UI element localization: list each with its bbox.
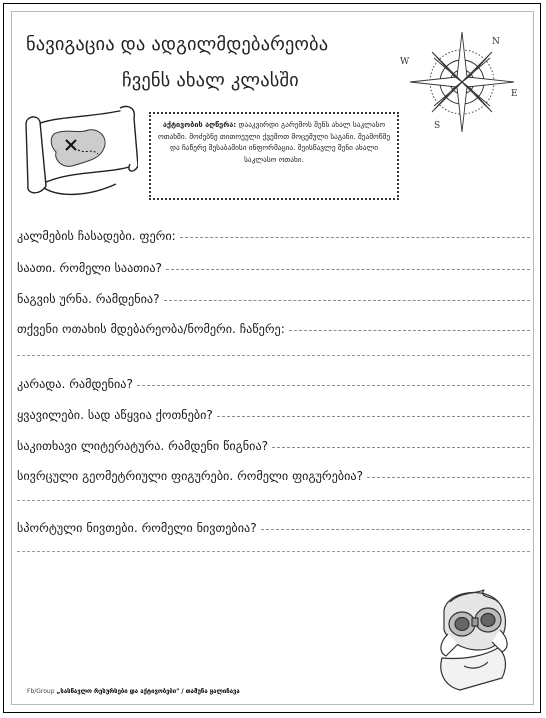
- compass-west-label: W: [400, 57, 410, 67]
- question-trash-bin: [17, 292, 530, 306]
- answer-line[interactable]: [166, 269, 530, 270]
- answer-line[interactable]: [217, 416, 530, 417]
- title-line-1: ნავიგაცია და ადგილმდებარეობა: [26, 34, 329, 55]
- question-sports-items: [17, 521, 530, 535]
- extra-answer-line[interactable]: [17, 355, 530, 356]
- question-geometric-shapes: [17, 469, 530, 483]
- activity-text: დააკვირდი გარემოს შენს ახალ საკლასო ოთახში. მოძებნე თითოეული ქვემოთ მოცემული საგანი. შეამოწმე და ჩაწერე შესაბამისი ინფორმაცია. შეისწავლე შენი ახალი საკლასო ოთახი.: [157, 120, 391, 164]
- compass-south-label: S: [434, 121, 441, 131]
- question-flowers: [17, 408, 530, 422]
- question-cupboard: [17, 377, 530, 391]
- question-clock: [17, 261, 530, 275]
- answer-line[interactable]: [289, 330, 530, 331]
- answer-line[interactable]: [164, 300, 530, 301]
- question-label: საათი. რომელი საათია?: [17, 261, 163, 275]
- title-line-2: ჩვენს ახალ კლასში: [122, 70, 299, 91]
- answer-line[interactable]: [261, 529, 530, 530]
- question-label: საკითხავი ლიტერატურა. რამდენი წიგნია?: [17, 439, 269, 453]
- compass-east-label: E: [511, 89, 518, 99]
- footer-prefix: Fb/Group: [27, 688, 55, 695]
- question-label: ნაგვის ურნა. რამდენია?: [17, 292, 160, 306]
- footer-credit: [27, 688, 240, 695]
- answer-line[interactable]: [367, 477, 530, 478]
- activity-description-box: [149, 112, 399, 200]
- worksheet-page: [3, 3, 541, 713]
- question-label: სივრცული გეომეტრიული ფიგურები. რომელი ფიგურებია?: [17, 469, 364, 483]
- question-label: თქვენი ოთახის მდებარეობა/ნომერი. ჩაწერე:: [17, 322, 285, 336]
- question-room-location: [17, 322, 530, 336]
- compass-north-label: N: [492, 37, 500, 47]
- activity-heading: აქტივობის აღწერა:: [162, 120, 237, 129]
- answer-line[interactable]: [137, 385, 530, 386]
- treasure-map-icon: [20, 104, 138, 200]
- question-reading-books: [17, 439, 530, 453]
- question-label: სპორტული ნივთები. რომელი ნივთებია?: [17, 521, 257, 535]
- compass-rose-icon: [394, 24, 524, 136]
- answer-line[interactable]: [272, 447, 530, 448]
- question-pen-holders: [17, 229, 530, 243]
- extra-answer-line[interactable]: [17, 551, 530, 552]
- question-label: ყვავილები. სად აწყვია ქოთნები?: [17, 408, 213, 422]
- answer-line[interactable]: [180, 237, 530, 238]
- question-label: კარადა. რამდენია?: [17, 377, 133, 391]
- question-label: კალმების ჩასადები. ფერი:: [17, 229, 176, 243]
- kid-with-binoculars-icon: [414, 582, 524, 694]
- footer-group-name: „სასწავლო რესურსები და აქტივობები" / თამუნა ყალიჩავა: [56, 688, 240, 695]
- extra-answer-line[interactable]: [17, 500, 530, 501]
